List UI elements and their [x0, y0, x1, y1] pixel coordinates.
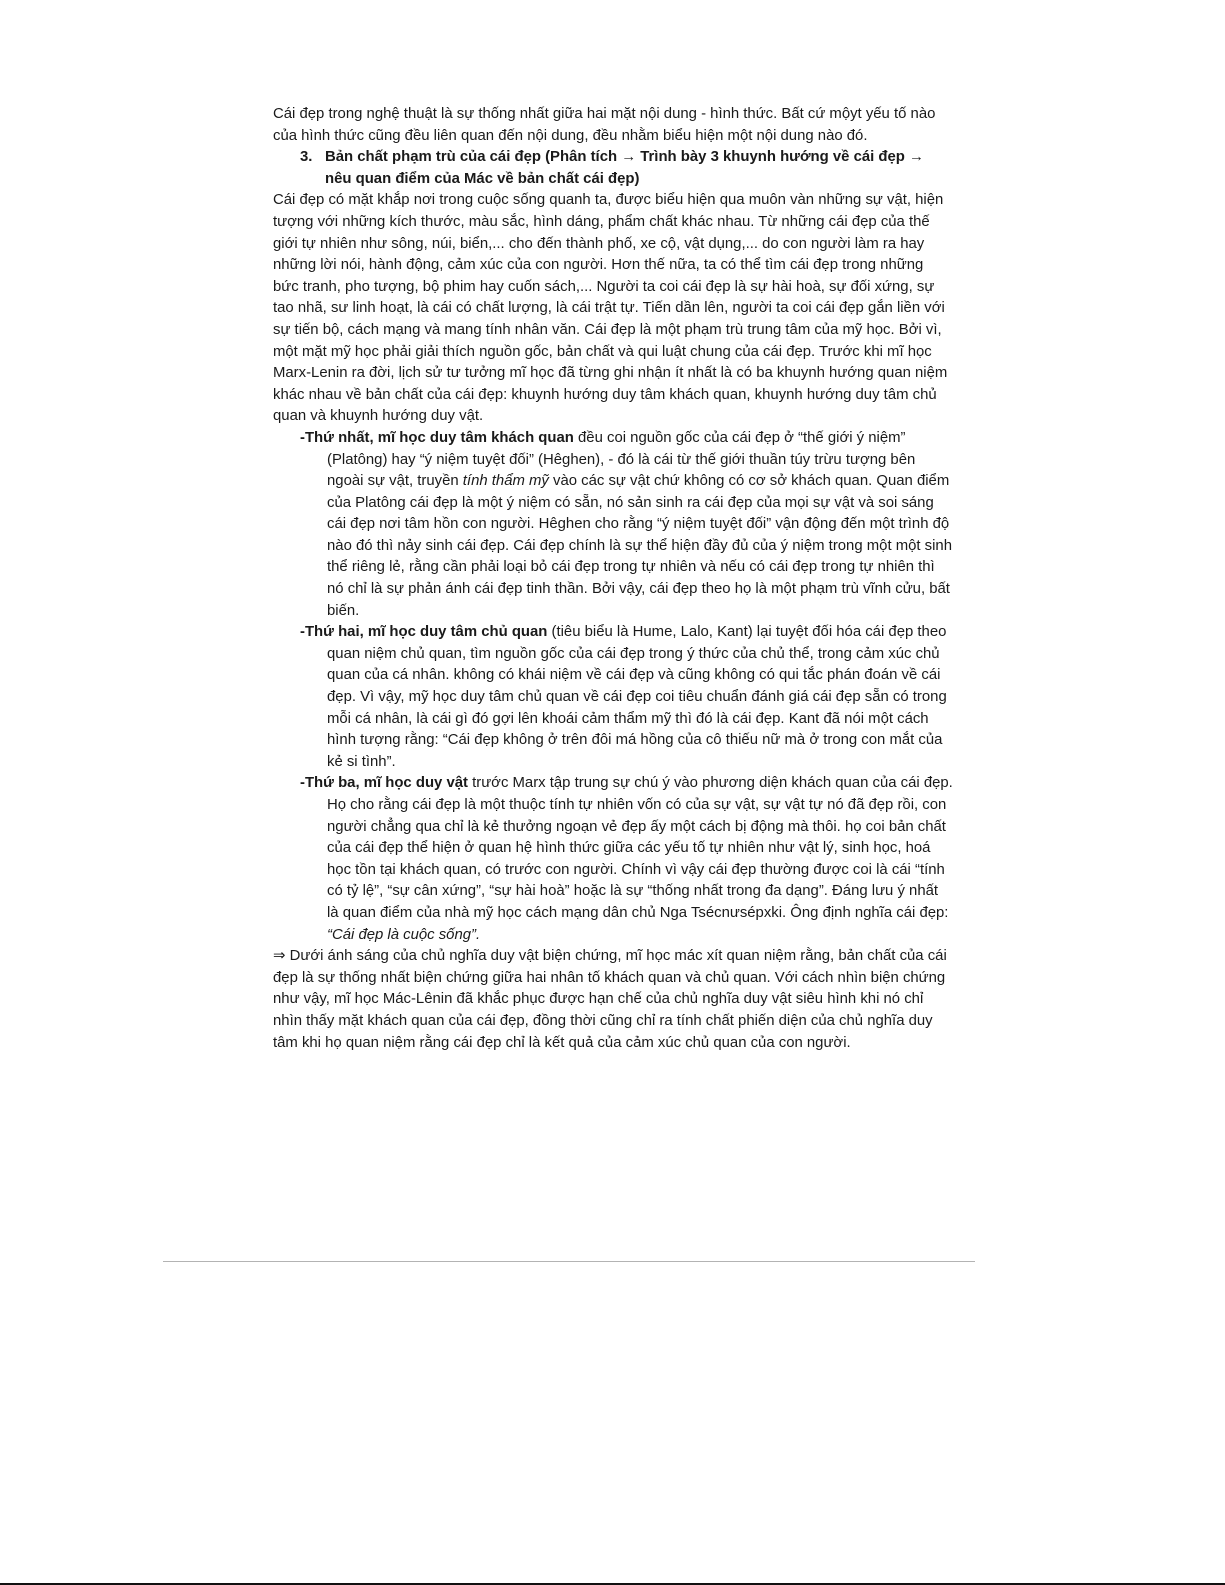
bullet-third: [273, 773, 953, 946]
bullet-first-text-a: đều coi nguồn gốc của cái đẹp ở “thế giới ý niệm” (Platông) hay “ý niệm tuyệt đối” (Hêghen), - đó là cái từ thế giới thuần túy trừu tượng bên ngoài sự vật, truyền: [327, 429, 916, 490]
bullet-third-label: -Thứ ba, mĩ học duy vật: [300, 775, 468, 792]
bullet-first-text-b: vào các sự vật chứ không có cơ sở khách quan. Quan điểm của Platông cái đẹp là một ý niệm có sẵn, nó sản sinh ra cái đẹp của mọi sự vật và soi sáng cái đẹp nơi tâm hồn con người. Hêghen cho rằng “ý niệm tuyệt đối” vận động đến một trình độ nào đó thì nảy sinh cái đẹp. Cái đẹp chính là sự thể hiện đầy đủ của ý niệm trong một một sinh thể riêng lẻ, rằng cần phải loại bỏ cái đẹp trong tự nhiên và nếu có cái đẹp trong tự nhiên thì nó chỉ là sự phản ánh cái đẹp tinh thần. Bởi vậy, cái đẹp theo họ là một phạm trù vĩnh cửu, bất biến.: [327, 473, 952, 619]
bullet-second-text: (tiêu biểu là Hume, Lalo, Kant) lại tuyệt đối hóa cái đẹp theo quan niệm chủ quan, tìm nguồn gốc của cái đẹp trong ý thức của chủ thể, trong cảm xúc chủ quan của cá nhân. không có khái niệm về cái đẹp và cũng không có qui tắc phán đoán về cái đẹp. Vì vậy, mỹ học duy tâm chủ quan về cái đẹp coi tiêu chuẩn đánh giá cái đẹp sẵn có trong mỗi cá nhân, là cái gì đó gợi lên khoái cảm thẩm mỹ thì đó là cái đẹp. Kant đã nói một cách hình tượng rằng: “Cái đẹp không ở trên đôi má hồng của cô thiếu nữ mà ở trong con mắt của kẻ si tình”.: [327, 624, 947, 770]
bullet-second-label: -Thứ hai, mĩ học duy tâm chủ quan: [300, 624, 548, 641]
section-heading: [273, 147, 953, 190]
bullet-third-text: trước Marx tập trung sự chú ý vào phương diện khách quan của cái đẹp. Họ cho rằng cái đẹp là một thuộc tính tự nhiên vốn có của sự vật, sự vật tự nó đã đẹp rồi, con người chẳng qua chỉ là kẻ thưởng ngoạn vẻ đẹp ấy một cách bị động mà thôi. họ coi bản chất của cái đẹp thể hiện ở quan hệ hình thức giữa các yếu tố tự nhiên như vật lý, sinh học, hoá học tồn tại khách quan, có trước con người. Chính vì vậy cái đẹp thường được coi là cái “tính có tỷ lệ”, “sự cân xứng”, “sự hài hoà” hoặc là sự “thống nhất trong đa dạng”. Đáng lưu ý nhất là quan điểm của nhà mỹ học cách mạng dân chủ Nga Tsécnưsépxki. Ông định nghĩa cái đẹp:: [327, 775, 953, 921]
section-title: Bản chất phạm trù của cái đẹp (Phân tích → Trình bày 3 khuynh hướng về cái đẹp → nêu quan điểm của Mác về bản chất cái đẹp): [325, 149, 924, 187]
bullet-second: [273, 622, 953, 773]
section-number: 3.: [300, 149, 313, 166]
bullet-first: [273, 428, 953, 622]
intro-paragraph: Cái đẹp trong nghệ thuật là sự thống nhất giữa hai mặt nội dung - hình thức. Bất cứ mộyt yếu tố nào của hình thức cũng đều liên quan đến nội dung, đều nhằm biểu hiện một nội dung nào đó.: [273, 106, 936, 144]
bullet-third-quote: “Cái đẹp là cuộc sống”.: [327, 926, 481, 943]
document-page: [273, 104, 953, 1054]
body-paragraph: Cái đẹp có mặt khắp nơi trong cuộc sống quanh ta, được biểu hiện qua muôn vàn những sự vật, hiện tượng với những kích thước, màu sắc, hình dáng, phẩm chất khác nhau. Từ những cái đẹp của thế giới tự nhiên như sông, núi, biển,... cho đến thành phố, xe cộ, vật dụng,... do con người làm ra hay những lời nói, hành động, cảm xúc của con người. Hơn thế nữa, ta có thể tìm cái đẹp trong những bức tranh, pho tượng, bộ phim hay cuốn sách,... Người ta coi cái đẹp là sự hài hoà, sự đối xứng, sự tao nhã, sư linh hoạt, là cái có chất lượng, là cái trật tự. Tiến dần lên, người ta coi cái đẹp gắn liền với sự tiến bộ, cách mạng và mang tính nhân văn. Cái đẹp là một phạm trù trung tâm của mỹ học. Bởi vì, một mặt mỹ học phải giải thích nguồn gốc, bản chất và qui luật chung của cái đẹp. Trước khi mĩ học Marx-Lenin ra đời, lịch sử tư tưởng mĩ học đã từng ghi nhận ít nhất là có ba khuynh hướng quan niệm khác nhau về bản chất của cái đẹp: khuynh hướng duy tâm khách quan, khuynh hướng duy tâm chủ quan và khuynh hướng duy vật.: [273, 192, 948, 425]
conclusion-paragraph: ⇒ Dưới ánh sáng của chủ nghĩa duy vật biện chứng, mĩ học mác xít quan niệm rằng, bản chất của cái đẹp là sự thống nhất biện chứng giữa hai nhân tố khách quan và chủ quan. Với cách nhìn biện chứng như vậy, mĩ học Mác-Lênin đã khắc phục được hạn chế của chủ nghĩa duy vật siêu hình khi nó chỉ nhìn thấy mặt khách quan của cái đẹp, đồng thời cũng chỉ ra tính chất phiến diện của chủ nghĩa duy tâm khi họ quan niệm rằng cái đẹp chỉ là kết quả của cảm xúc chủ quan của con người.: [273, 948, 947, 1051]
bullet-first-label: -Thứ nhất, mĩ học duy tâm khách quan: [300, 429, 574, 446]
bullet-first-italic: tính thẩm mỹ: [462, 473, 549, 490]
page-divider: [163, 1261, 975, 1262]
